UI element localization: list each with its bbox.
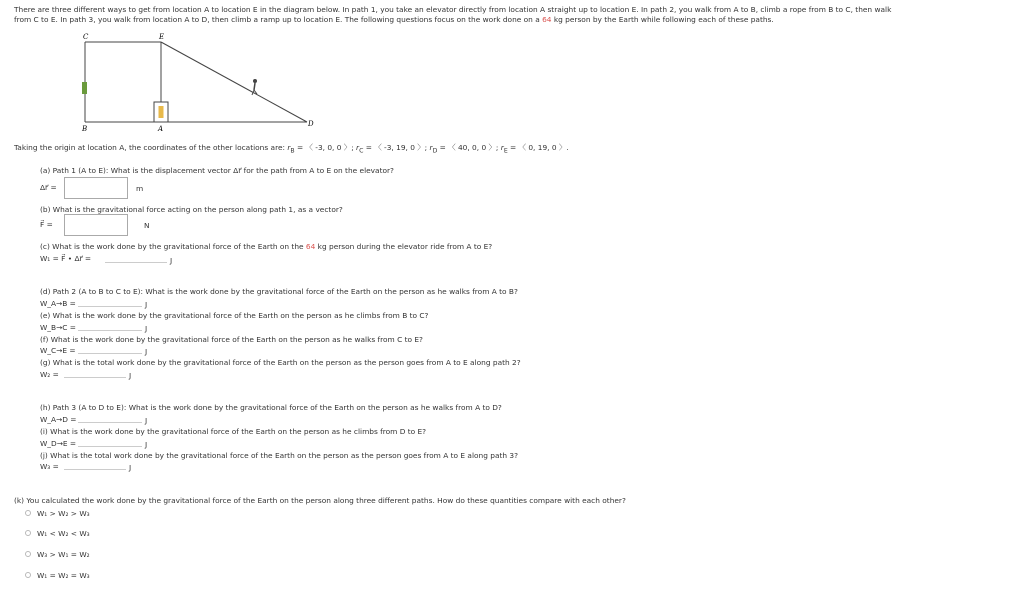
answer-g-unit: J bbox=[129, 371, 132, 380]
answer-i-unit: J bbox=[145, 440, 148, 449]
answer-a-unit: m bbox=[136, 184, 144, 193]
answer-b-label: F⃗ = bbox=[40, 220, 53, 229]
label-D: D bbox=[308, 120, 314, 128]
label-C: C bbox=[83, 33, 89, 41]
ramp-walker-figure bbox=[252, 79, 257, 95]
answer-b-unit: N bbox=[144, 221, 150, 230]
question-g: (g) What is the total work done by the gravitational force of the Earth on the person as the person goes from A to E along path 2? bbox=[40, 358, 521, 367]
ramp-ed bbox=[161, 42, 307, 122]
label-E: E bbox=[159, 33, 165, 41]
answer-e-label: W_B→C = bbox=[40, 323, 76, 332]
intro-text: There are three different ways to get from location A to location E in the diagram below. In path 1, you take an elevator directly from location A straight up to location E. In path 2, you walk from A to B, climb a rope from B to C, then walk from C to E. In path 3, you walk from location A to D, then climb a ramp up to location E. The following questions focus on the work done on a 64 kg person by the Earth while following each of these paths. bbox=[14, 5, 892, 24]
question-j: (j) What is the total work done by the gravitational force of the Earth on the person as the person goes from A to E along path 3? bbox=[40, 451, 519, 460]
answer-j-label: W₃ = bbox=[40, 462, 59, 471]
question-d: (d) Path 2 (A to B to C to E): What is the work done by the gravitational force of the Earth on the person as he walks from A to B? bbox=[40, 287, 518, 296]
answer-h-unit: J bbox=[145, 416, 148, 425]
answer-d-unit: J bbox=[145, 300, 148, 309]
path-diagram bbox=[70, 30, 330, 140]
question-f: (f) What is the work done by the gravitational force of the Earth on the person as he walks from C to E? bbox=[40, 335, 423, 344]
work-ab-input[interactable] bbox=[78, 298, 142, 307]
answer-f-unit: J bbox=[145, 347, 148, 356]
answer-g-label: W₂ = bbox=[40, 370, 59, 379]
work-w3-input[interactable] bbox=[64, 461, 126, 470]
option-radio-1[interactable] bbox=[25, 510, 31, 516]
answer-c-unit: J bbox=[170, 256, 173, 265]
option-radio-3[interactable] bbox=[25, 551, 31, 557]
option-label-4: W₁ = W₂ = W₃ bbox=[37, 571, 90, 580]
work-ce-input[interactable] bbox=[78, 345, 142, 354]
option-label-2: W₁ < W₂ < W₃ bbox=[37, 529, 90, 538]
work-w1-input[interactable] bbox=[105, 254, 167, 263]
option-radio-4[interactable] bbox=[25, 572, 31, 578]
answer-h-label: W_A→D = bbox=[40, 415, 77, 424]
answer-c-label: W₁ = F⃗ • Δr⃗ = bbox=[40, 254, 92, 263]
work-w2-input[interactable] bbox=[64, 369, 126, 378]
climber-figure bbox=[82, 82, 87, 94]
option-label-1: W₁ > W₂ > W₃ bbox=[37, 509, 90, 518]
question-k: (k) You calculated the work done by the gravitational force of the Earth on the person along three different paths. How do these quantities compare with each other? bbox=[14, 496, 626, 505]
answer-d-label: W_A→B = bbox=[40, 299, 76, 308]
work-de-input[interactable] bbox=[78, 438, 142, 447]
label-A: A bbox=[158, 125, 164, 133]
question-b: (b) What is the gravitational force acting on the person along path 1, as a vector? bbox=[40, 205, 343, 214]
option-label-3: W₃ > W₁ = W₂ bbox=[37, 550, 90, 559]
work-bc-input[interactable] bbox=[78, 322, 142, 331]
question-a: (a) Path 1 (A to E): What is the displacement vector Δr⃗ for the path from A to E on the elevator? bbox=[40, 166, 394, 175]
work-ad-input[interactable] bbox=[78, 414, 142, 423]
displacement-input[interactable] bbox=[64, 177, 128, 199]
question-e: (e) What is the work done by the gravitational force of the Earth on the person as he climbs from B to C? bbox=[40, 311, 429, 320]
answer-e-unit: J bbox=[145, 324, 148, 333]
label-B: B bbox=[82, 125, 88, 133]
force-input[interactable] bbox=[64, 214, 128, 236]
answer-f-label: W_C→E = bbox=[40, 346, 76, 355]
mass-value-c: 64 bbox=[305, 242, 316, 251]
coordinates-line: Taking the origin at location A, the coordinates of the other locations are: $r_B$ = 〈 -3, 0, 0 〉; $r_C$ = 〈 -3, 19, 0 〉; $r_D$ = 〈 40, 0, 0 〉; $r_E$ = 〈 0, 19, 0 〉. bbox=[14, 143, 569, 155]
answer-j-unit: J bbox=[129, 463, 132, 472]
question-h: (h) Path 3 (A to D to E): What is the work done by the gravitational force of the Earth on the person as he walks from A to D? bbox=[40, 403, 502, 412]
answer-a-label: Δr⃗ = bbox=[40, 183, 57, 192]
question-i: (i) What is the work done by the gravitational force of the Earth on the person as he climbs from D to E? bbox=[40, 427, 427, 436]
option-radio-2[interactable] bbox=[25, 530, 31, 536]
answer-i-label: W_D→E = bbox=[40, 439, 77, 448]
elevator-person bbox=[159, 106, 164, 118]
question-c: (c) What is the work done by the gravitational force of the Earth on the 64 kg person during the elevator ride from A to E? bbox=[40, 242, 493, 251]
mass-value: 64 bbox=[542, 15, 552, 24]
